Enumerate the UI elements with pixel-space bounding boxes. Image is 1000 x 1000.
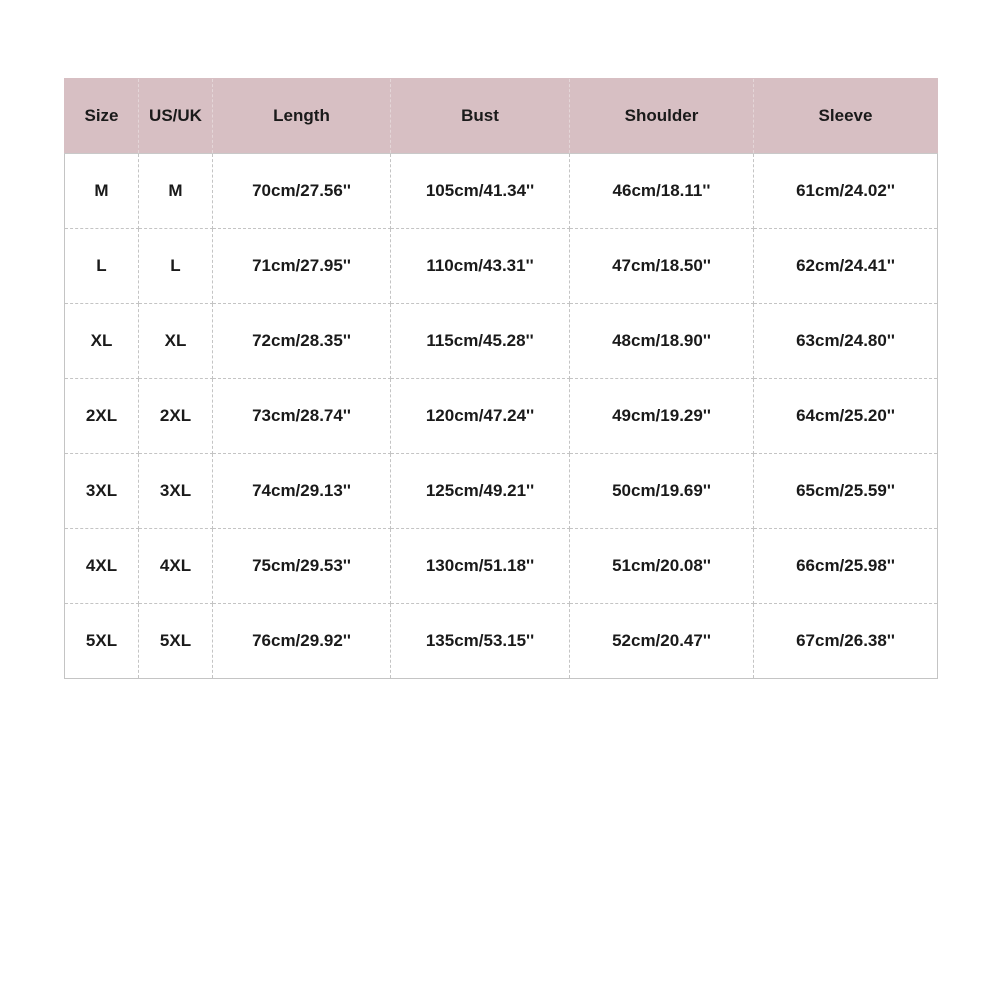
table-row: [65, 304, 938, 379]
cell-us-uk: 4XL: [139, 529, 213, 604]
table-row: [65, 379, 938, 454]
cell-shoulder: 49cm/19.29'': [570, 379, 754, 454]
header-bust: Bust: [391, 79, 570, 154]
cell-bust: 110cm/43.31'': [391, 229, 570, 304]
cell-size: L: [65, 229, 139, 304]
cell-us-uk: XL: [139, 304, 213, 379]
cell-size: XL: [65, 304, 139, 379]
cell-size: M: [65, 154, 139, 229]
cell-sleeve: 64cm/25.20'': [754, 379, 938, 454]
cell-sleeve: 62cm/24.41'': [754, 229, 938, 304]
cell-shoulder: 52cm/20.47'': [570, 604, 754, 679]
cell-size: 2XL: [65, 379, 139, 454]
cell-shoulder: 48cm/18.90'': [570, 304, 754, 379]
cell-shoulder: 50cm/19.69'': [570, 454, 754, 529]
cell-sleeve: 67cm/26.38'': [754, 604, 938, 679]
table-body: [65, 154, 938, 679]
cell-us-uk: 2XL: [139, 379, 213, 454]
table-row: [65, 229, 938, 304]
cell-length: 75cm/29.53'': [213, 529, 391, 604]
cell-length: 74cm/29.13'': [213, 454, 391, 529]
header-size: Size: [65, 79, 139, 154]
cell-size: 3XL: [65, 454, 139, 529]
cell-us-uk: 3XL: [139, 454, 213, 529]
cell-bust: 125cm/49.21'': [391, 454, 570, 529]
table-row: [65, 154, 938, 229]
cell-size: 4XL: [65, 529, 139, 604]
header-length: Length: [213, 79, 391, 154]
cell-bust: 130cm/51.18'': [391, 529, 570, 604]
cell-bust: 135cm/53.15'': [391, 604, 570, 679]
cell-shoulder: 51cm/20.08'': [570, 529, 754, 604]
table-header: [65, 79, 938, 154]
cell-bust: 115cm/45.28'': [391, 304, 570, 379]
cell-sleeve: 61cm/24.02'': [754, 154, 938, 229]
size-chart-table: [64, 78, 938, 679]
cell-us-uk: 5XL: [139, 604, 213, 679]
header-us-uk: US/UK: [139, 79, 213, 154]
header-shoulder: Shoulder: [570, 79, 754, 154]
table-row: [65, 529, 938, 604]
cell-sleeve: 66cm/25.98'': [754, 529, 938, 604]
cell-length: 71cm/27.95'': [213, 229, 391, 304]
cell-length: 76cm/29.92'': [213, 604, 391, 679]
cell-size: 5XL: [65, 604, 139, 679]
cell-bust: 120cm/47.24'': [391, 379, 570, 454]
cell-shoulder: 46cm/18.11'': [570, 154, 754, 229]
header-row: [65, 79, 938, 154]
header-sleeve: Sleeve: [754, 79, 938, 154]
cell-sleeve: 63cm/24.80'': [754, 304, 938, 379]
cell-bust: 105cm/41.34'': [391, 154, 570, 229]
cell-us-uk: L: [139, 229, 213, 304]
cell-length: 70cm/27.56'': [213, 154, 391, 229]
cell-shoulder: 47cm/18.50'': [570, 229, 754, 304]
table-row: [65, 604, 938, 679]
cell-us-uk: M: [139, 154, 213, 229]
cell-sleeve: 65cm/25.59'': [754, 454, 938, 529]
cell-length: 72cm/28.35'': [213, 304, 391, 379]
table-row: [65, 454, 938, 529]
cell-length: 73cm/28.74'': [213, 379, 391, 454]
